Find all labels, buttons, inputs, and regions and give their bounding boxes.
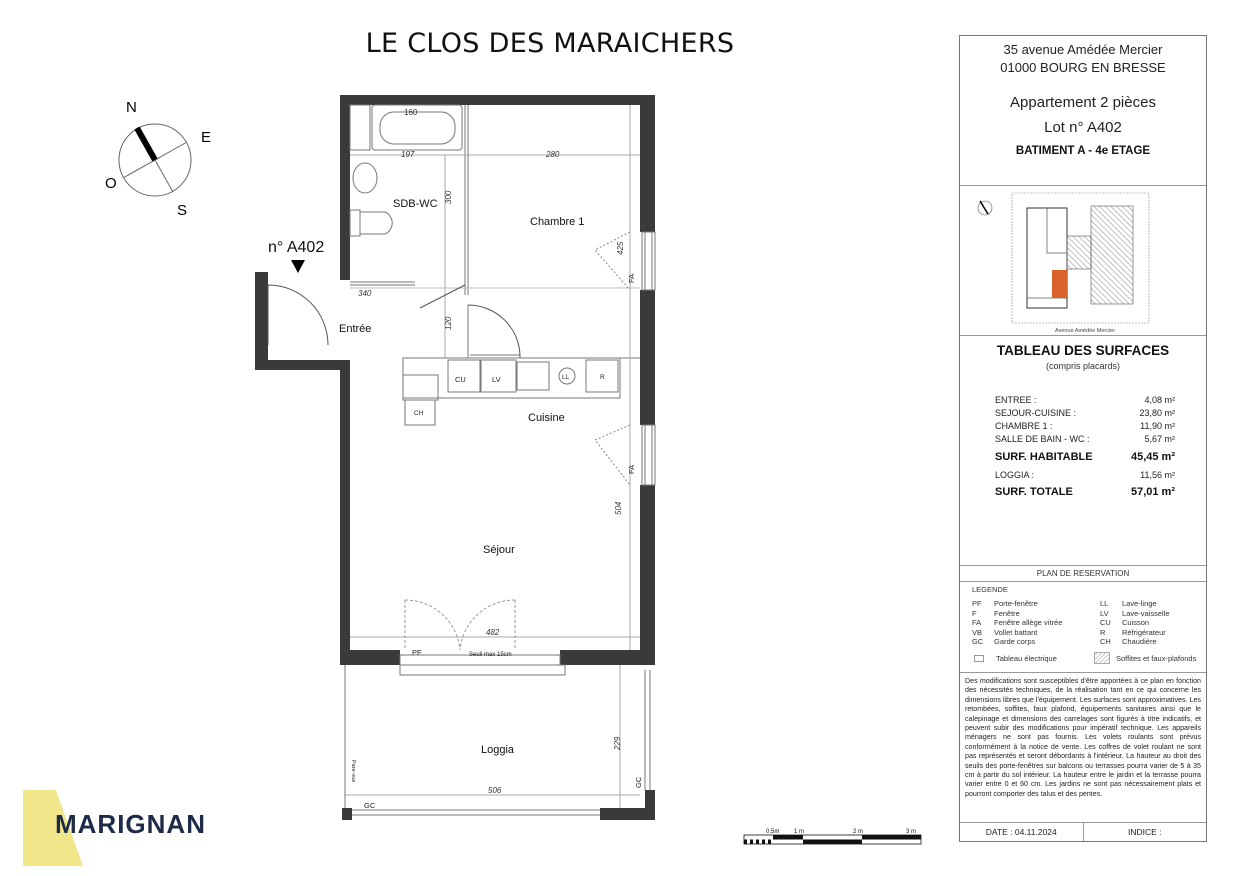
address-line-2: 01000 BOURG EN BRESSE [1000,60,1166,75]
footer-row [960,823,1206,841]
dim-chambre-width: 280 [546,150,560,159]
soffites-hatch-icon [1094,652,1110,664]
legend-title: LEGENDE [972,585,1008,594]
surface-habitable-row [995,451,1175,463]
room-label-cuisine: Cuisine [528,412,565,424]
label-fa-chambre: FA [627,273,636,283]
label-fa-sejour: FA [627,464,636,474]
surface-value: 4,08 m² [1144,395,1175,405]
scale-label-1: 1 m [794,829,805,835]
surface-value: 57,01 m² [1130,486,1175,498]
dim-sejour-height: 504 [614,501,623,515]
dim-sejour-width: 482 [486,628,500,637]
room-label-loggia: Loggia [481,744,515,756]
lot-marker: n° A402 [268,239,325,256]
room-label-chambre: Chambre 1 [530,216,585,228]
dim-corridor: 120 [444,316,453,330]
marignan-logo: MARIGNAN [55,809,206,839]
surface-value: 45,45 m² [1130,451,1175,463]
legend-code: PF [972,599,982,608]
legend-item [972,637,1062,647]
label-r: R [600,374,605,381]
legend-label: Lave-vaisselle [1122,608,1170,618]
site-street-label: Avenue Amédée Mercier [1055,328,1116,334]
legend-item [972,618,1062,628]
surfaces-title: TABLEAU DES SURFACES [996,343,1170,358]
legend-item [1100,609,1170,619]
legend-label: Fenêtre allège vitrée [994,618,1063,627]
surfaces-section [960,336,1206,566]
date-label: DATE : 04.11.2024 [960,823,1084,841]
surface-label: CHAMBRE 1 : [995,421,1053,431]
disclaimer-text: Des modifications sont susceptibles d'être apportées à ce plan en fonction des nécessités techniques, de la réalisation tant en ce qui concerne les dimensions libres que l'équipement. Les surfaces sont approximatives. Les retombées, soffites, faux plafond, équipements sanitaires ainsi que le calepinage et dimensions des carrelages sont figurés à titre indicatifs, et peuvent subir des modifications pour impératif technique. Les appareils ménagers ne sont pas fournis. Les volets roulants sont prévus conformément à la notice de vente. Les coffres de volet roulant ne sont pas représentés et seront débordants à l'intérieur. La hauteur au droit des seuils des porte-fenêtres sur balcons ou terrasses pourra varier de 5 à 35 cm à partir du sol intérieur. La hauteur entre le jardin et la terrasse pourra varier entre 0 et 60 cm. Les jardins ne sont pas nécessairement plats et pourront comporter des talus et des pentes. [960,673,1206,823]
lot-highlight [1052,270,1067,298]
dim-loggia-width: 506 [488,786,502,795]
room-label-entree: Entrée [339,323,372,335]
entry-arrow-icon [291,260,305,273]
legend-item [1100,618,1170,628]
compass-east: E [201,129,212,146]
indice-label: INDICE : [1127,827,1162,837]
legend-label: Chaudière [1122,637,1157,646]
scale-label-3: 3 m [906,829,917,835]
legend-code: R [1100,627,1106,637]
surface-value: 5,67 m² [1144,434,1175,444]
legend-item [1100,637,1170,647]
surface-loggia-row [995,470,1175,480]
label-ch: CH [414,410,424,417]
surface-label: LOGGIA : [995,470,1035,480]
address-line-1: 35 avenue Amédée Mercier [1003,42,1163,57]
legend-code: LL [1100,599,1109,608]
surface-value: 11,90 m² [1140,421,1175,431]
legend-tableau: Tableau électrique [996,654,1057,663]
label-pf: PF [412,648,422,657]
dim-loggia-height: 229 [613,736,622,750]
legend-code: GC [972,637,984,646]
legend-label: Cuisson [1122,618,1150,627]
dim-entree-width: 340 [358,289,372,298]
legend-code: CH [1100,637,1111,646]
legend-code: LV [1100,608,1109,618]
surface-label: SEJOUR-CUISINE : [995,408,1077,418]
legend-soffites: Soffites et faux-plafonds [1116,654,1197,663]
legend-label: Lave-linge [1122,599,1157,608]
legend-right [1100,599,1170,647]
building-floor: BATIMENT A - 4e ETAGE [1015,145,1151,157]
dim-chambre-height: 425 [616,241,625,255]
electrical-panel-icon [974,655,984,662]
legend-item [1100,628,1170,638]
site-plan [960,186,1206,334]
label-cu: CU [455,375,466,384]
dim-sdb-width: 197 [401,150,415,159]
surfaces-subtitle: (compris placards) [1045,361,1121,371]
dim-bath: 160 [404,108,418,117]
surface-row [995,421,1175,431]
label-seuil: Seuil max 15cm [469,652,512,658]
site-compass-icon [978,201,992,215]
label-lv: LV [492,375,501,384]
legend-code: F [972,608,977,618]
legend-item [972,628,1062,638]
site-plan-section [960,186,1206,336]
legend-code: CU [1100,618,1111,627]
legend-item [1100,599,1170,609]
legend-label: Réfrigérateur [1122,627,1166,637]
surface-row [995,395,1175,405]
reservation-title: PLAN DE RESERVATION [960,566,1206,582]
label-gc-right: GC [634,776,643,788]
legend-label: Fenêtre [994,608,1020,618]
compass-north: N [126,99,137,116]
scale-label-2: 2 m [853,829,864,835]
surface-row [995,434,1175,444]
legend-label: Porte-fenêtre [994,599,1038,608]
walls [255,95,655,820]
label-gc-bottom: GC [364,801,376,810]
dim-sdb-height: 300 [444,190,453,204]
surface-value: 11,56 m² [1140,470,1175,480]
surface-label: SURF. HABITABLE [995,451,1093,463]
surface-label: ENTREE : [995,395,1037,405]
legend-left [972,599,1062,647]
legend-section [960,566,1206,673]
room-label-sejour: Séjour [483,544,515,556]
compass-south: S [177,202,188,219]
surface-value: 23,80 m² [1139,408,1175,418]
legend-code: FA [972,618,982,627]
room-label-sdb: SDB-WC [393,198,438,210]
label-ll: LL [562,374,570,381]
label-pare-vue: Pare-vue [350,760,356,783]
surface-row [995,408,1175,418]
legend-label: Vollet battant [994,627,1038,637]
surface-label: SALLE DE BAIN - WC : [995,434,1090,444]
project-title: LE CLOS DES MARAICHERS [365,28,735,59]
header-section [960,36,1206,186]
compass-west: O [105,175,117,192]
legend-item [972,599,1062,609]
legend-item [972,609,1062,619]
scale-bar [740,826,930,848]
info-panel [959,35,1207,842]
apartment-type: Appartement 2 pièces [1010,94,1156,111]
surface-total-row [995,486,1175,498]
surface-label: SURF. TOTALE [995,486,1073,498]
scale-label-05: 0.5m [766,829,780,835]
legend-code: VB [972,627,983,637]
lot-number: Lot n° A402 [1044,119,1122,136]
legend-label: Garde corps [994,637,1036,646]
